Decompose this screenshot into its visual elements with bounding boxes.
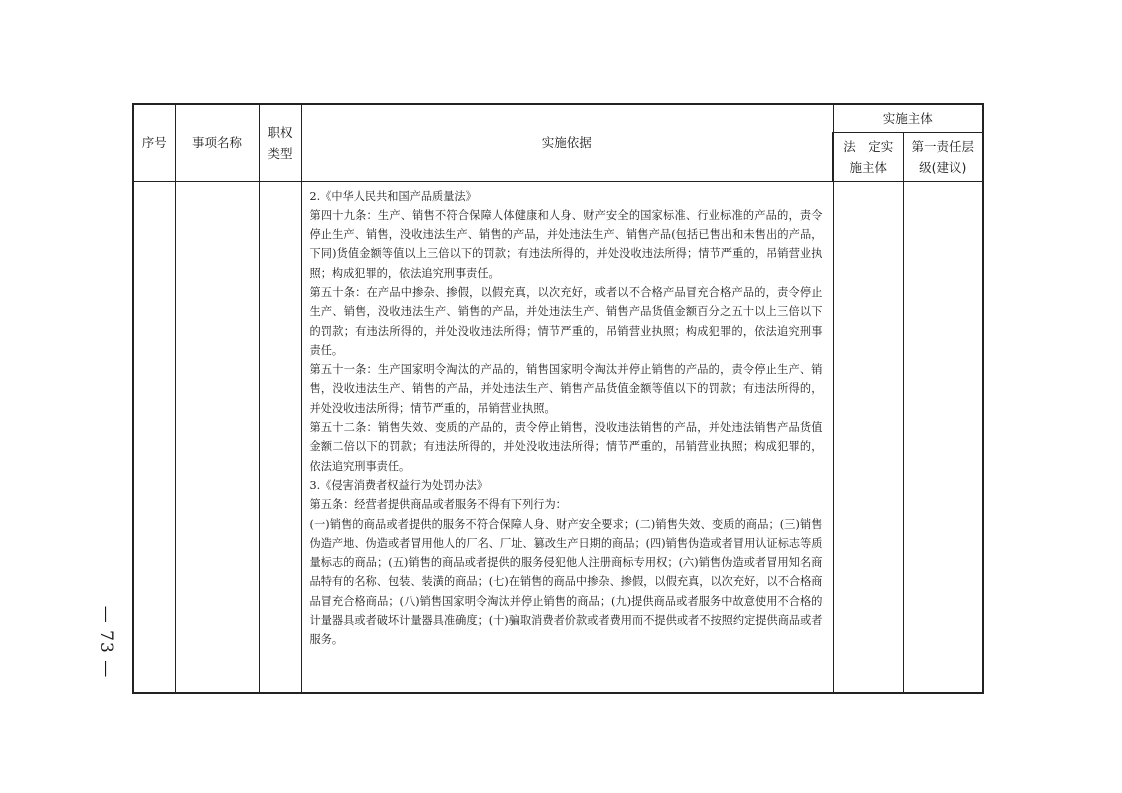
header-first-resp-level-text: 第一责任层级(建议) (911, 138, 974, 175)
header-basis: 实施依据 (301, 104, 833, 181)
basis-paragraph: (一)销售的商品或者提供的服务不符合保障人身、财产安全要求；(二)销售失效、变质的商品；(三)销售伪造产地、伪造或者冒用他人的厂名、厂址、篡改生产日期的商品；(四)销售伪造或者冒用认证标志等质量标志的商品；(五)销售的商品或者提供的服务侵犯他人注册商标专用权；(六)销售伪造或者冒用知名商品特有的名称、包装、装潢的商品；(七)在销售的商品中掺杂、掺假，以假充真，以次充好，以不合格商品冒充合格商品；(八)销售国家明令淘汰并停止销售的商品；(九)提供商品或者服务中故意使用不合格的计量器具或者破坏计量器具准确度；(十)骗取消费者价款或者费用而不提供或者不按照约定提供商品或者服务。 (309, 517, 823, 647)
header-seq: 序号 (133, 104, 175, 181)
basis-paragraph: 第五条：经营者提供商品或者服务不得有下列行为： (309, 498, 567, 512)
basis-paragraph: 第五十条：在产品中掺杂、掺假，以假充真，以次充好，或者以不合格产品冒充合格产品的，责令停止生产、销售，没收违法生产、销售的产品，并处违法生产、销售产品货值金额百分之五十以上三倍以下的罚款；有违法所得的，并处没收违法所得；情节严重的，吊销营业执照；构成犯罪的，依法追究刑事责任。 (309, 285, 823, 357)
cell-first-resp-level (903, 181, 983, 693)
cell-item-name (175, 181, 259, 693)
basis-paragraph: 第五十二条：销售失效、变质的产品的，责令停止销售，没收违法销售的产品，并处违法销售产品货值金额二倍以下的罚款；有违法所得的，并处没收违法所得；情节严重的，吊销营业执照；构成犯罪的，依法追究刑事责任。 (309, 421, 823, 473)
header-power-type (259, 104, 301, 181)
basis-paragraph: 第四十九条：生产、销售不符合保障人体健康和人身、财产安全的国家标准、行业标准的产品的，责令停止生产、销售，没收违法生产、销售的产品，并处违法生产、销售产品(包括已售出和未售出的产品，下同)货值金额等值以上三倍以下的罚款；有违法所得的，并处没收违法所得；情节严重的，吊销营业执照；构成犯罪的，依法追究刑事责任。 (309, 208, 823, 280)
cell-basis (301, 181, 833, 693)
basis-paragraph: 2.《中华人民共和国产品质量法》 (309, 189, 477, 203)
page-number: — 73 — (96, 605, 117, 679)
basis-paragraph: 第五十一条：生产国家明令淘汰的产品的，销售国家明令淘汰并停止销售的产品的，责令停止生产、销售，没收违法生产、销售的产品，并处违法生产、销售产品货值金额等值以下的罚款；有违法所得的，并处没收违法所得；情节严重的，吊销营业执照。 (309, 363, 823, 415)
header-first-resp-level (903, 132, 983, 181)
header-legal-subject (833, 132, 903, 181)
cell-legal-subject (833, 181, 903, 693)
header-item-name: 事项名称 (175, 104, 259, 181)
basis-paragraph: 3.《侵害消费者权益行为处罚办法》 (309, 478, 488, 492)
header-legal-subject-text: 法 定实施主体 (843, 138, 894, 175)
header-impl-subject: 实施主体 (833, 104, 983, 132)
page-number-container (88, 592, 124, 692)
enforcement-table (132, 103, 984, 694)
cell-power-type (259, 181, 301, 693)
header-power-type-text: 职权类型 (267, 124, 293, 161)
cell-seq (133, 181, 175, 693)
